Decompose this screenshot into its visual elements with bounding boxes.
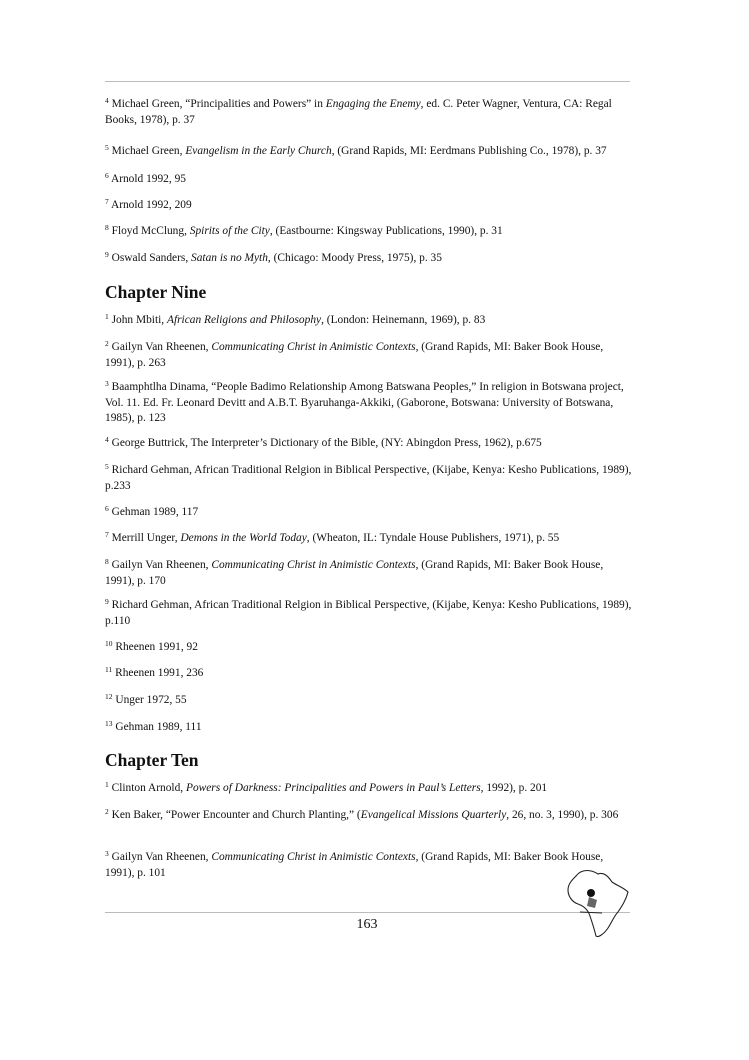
endnote-number: 4 bbox=[105, 435, 109, 444]
endnote-number: 10 bbox=[105, 639, 113, 648]
endnote-title: Communicating Christ in Animistic Contexts bbox=[211, 851, 416, 863]
endnote-title: African Religions and Philosophy bbox=[167, 314, 322, 326]
endnote-number: 3 bbox=[105, 379, 109, 388]
endnote bbox=[105, 380, 633, 427]
chapter-heading: Chapter Ten bbox=[105, 750, 199, 770]
endnote-text: Richard Gehman, African Traditional Relgion in Biblical Perspective, (Kijabe, Kenya: Kesho Publications, 1989), p.233 bbox=[105, 464, 632, 492]
endnote-title: Engaging the Enemy bbox=[325, 98, 421, 110]
endnote bbox=[105, 850, 633, 881]
endnote-text: , (London: Heinemann, 1969), p. 83 bbox=[321, 314, 486, 326]
endnote-text: Arnold 1992, 209 bbox=[110, 199, 192, 211]
endnote-number: 3 bbox=[105, 849, 109, 858]
endnote-number: 12 bbox=[105, 692, 113, 701]
header-rule bbox=[105, 81, 630, 82]
endnote-title: Communicating Christ in Animistic Contexts bbox=[211, 341, 416, 353]
endnote-text: Baamphtlha Dinama, “People Badimo Relationship Among Batswana Peoples,” In religion in Botswana project, Vol. 11. Ed. Fr. Leonard Devitt and A.B.T. Byaruhanga-Akkiki, (Gaborone, Botswana: University of Botswana, 1985), p. 123 bbox=[105, 381, 624, 424]
endnote bbox=[105, 598, 633, 629]
endnote-number: 13 bbox=[105, 719, 113, 728]
endnote-text: Oswald Sanders, bbox=[111, 252, 192, 264]
endnote bbox=[105, 198, 633, 214]
endnote-text: , (Grand Rapids, MI: Baker Book House, 1991), p. 170 bbox=[105, 559, 604, 587]
endnote bbox=[105, 144, 633, 160]
endnote bbox=[105, 558, 633, 589]
endnote-text: , 26, no. 3, 1990), p. 306 bbox=[506, 809, 619, 821]
endnote-text: , (Eastbourne: Kingsway Publications, 1990), p. 31 bbox=[269, 225, 503, 237]
endnote bbox=[105, 531, 633, 547]
endnote bbox=[105, 640, 633, 656]
endnote-number: 9 bbox=[105, 597, 109, 606]
africa-map-logo bbox=[562, 866, 634, 945]
endnote-text: , (Grand Rapids, MI: Baker Book House, 1991), p. 263 bbox=[105, 341, 604, 369]
endnote-text: Rheenen 1991, 92 bbox=[115, 641, 198, 653]
endnote-title: Evangelism in the Early Church bbox=[185, 145, 332, 157]
endnote-number: 5 bbox=[105, 462, 109, 471]
endnote-title: Powers of Darkness: Principalities and Powers in Paul’s Letters bbox=[185, 782, 481, 794]
endnote bbox=[105, 172, 633, 188]
endnote bbox=[105, 781, 633, 797]
endnote bbox=[105, 808, 633, 824]
endnote-title: Communicating Christ in Animistic Contexts bbox=[211, 559, 416, 571]
endnote-text: Floyd McClung, bbox=[111, 225, 190, 237]
endnote bbox=[105, 693, 633, 709]
endnote-number: 5 bbox=[105, 143, 109, 152]
endnote-text: Unger 1972, 55 bbox=[115, 694, 187, 706]
endnote bbox=[105, 436, 633, 452]
endnote-number: 2 bbox=[105, 339, 109, 348]
endnote bbox=[105, 313, 633, 329]
endnote-title: Spirits of the City bbox=[189, 225, 270, 237]
endnote-number: 8 bbox=[105, 557, 109, 566]
endnote-text: , 1992), p. 201 bbox=[480, 782, 548, 794]
chapter-heading: Chapter Nine bbox=[105, 282, 207, 302]
endnote-text: , (Grand Rapids, MI: Eerdmans Publishing Co., 1978), p. 37 bbox=[331, 145, 607, 157]
endnote-text: Michael Green, “Principalities and Powers” in bbox=[111, 98, 326, 110]
endnote bbox=[105, 666, 633, 682]
endnote-number: 1 bbox=[105, 312, 109, 321]
endnote-text: , (Grand Rapids, MI: Baker Book House, 1991), p. 101 bbox=[105, 851, 604, 879]
endnote-text: Clinton Arnold, bbox=[111, 782, 186, 794]
endnote-number: 7 bbox=[105, 197, 109, 206]
endnote-text: Michael Green, bbox=[111, 145, 186, 157]
endnote-title: Evangelical Missions Quarterly bbox=[360, 809, 507, 821]
endnote-text: Gailyn Van Rheenen, bbox=[111, 851, 212, 863]
footer-rule bbox=[105, 912, 630, 913]
endnote-text: Gehman 1989, 117 bbox=[111, 506, 199, 518]
endnote-text: George Buttrick, The Interpreter’s Dictionary of the Bible, (NY: Abingdon Press, 1962), p.675 bbox=[111, 437, 542, 449]
endnote-text: , ed. C. Peter Wagner, Ventura, CA: Regal Books, 1978), p. 37 bbox=[105, 98, 612, 126]
endnote-text: Gehman 1989, 111 bbox=[115, 721, 202, 733]
endnote-title: Demons in the World Today bbox=[180, 532, 307, 544]
endnote bbox=[105, 340, 633, 371]
endnote-text: Gailyn Van Rheenen, bbox=[111, 341, 212, 353]
endnote bbox=[105, 720, 633, 736]
endnote bbox=[105, 505, 633, 521]
endnote-text: , (Wheaton, IL: Tyndale House Publishers, 1971), p. 55 bbox=[306, 532, 560, 544]
endnote-number: 2 bbox=[105, 807, 109, 816]
endnote-text: John Mbiti, bbox=[111, 314, 167, 326]
endnote bbox=[105, 463, 633, 494]
endnote-text: Rheenen 1991, 236 bbox=[115, 667, 204, 679]
endnote-text: Merrill Unger, bbox=[111, 532, 181, 544]
endnote-text: Richard Gehman, African Traditional Relgion in Biblical Perspective, (Kijabe, Kenya: Kesho Publications, 1989), p.110 bbox=[105, 599, 632, 627]
endnote-number: 8 bbox=[105, 223, 109, 232]
endnote-number: 6 bbox=[105, 504, 109, 513]
endnote-text: Arnold 1992, 95 bbox=[110, 173, 186, 185]
endnote-text: , (Chicago: Moody Press, 1975), p. 35 bbox=[267, 252, 442, 264]
endnote-title: Satan is no Myth bbox=[191, 252, 268, 264]
endnote bbox=[105, 224, 633, 240]
endnote-number: 4 bbox=[105, 96, 109, 105]
endnote-number: 1 bbox=[105, 780, 109, 789]
endnote-number: 7 bbox=[105, 530, 109, 539]
endnote-number: 6 bbox=[105, 171, 109, 180]
page-number: 163 bbox=[356, 917, 378, 932]
endnote-number: 9 bbox=[105, 250, 109, 259]
endnote-text: Ken Baker, “Power Encounter and Church Planting,” ( bbox=[111, 809, 361, 821]
endnote bbox=[105, 251, 633, 267]
endnote-text: Gailyn Van Rheenen, bbox=[111, 559, 212, 571]
endnote-number: 11 bbox=[105, 665, 113, 674]
endnote bbox=[105, 97, 633, 128]
